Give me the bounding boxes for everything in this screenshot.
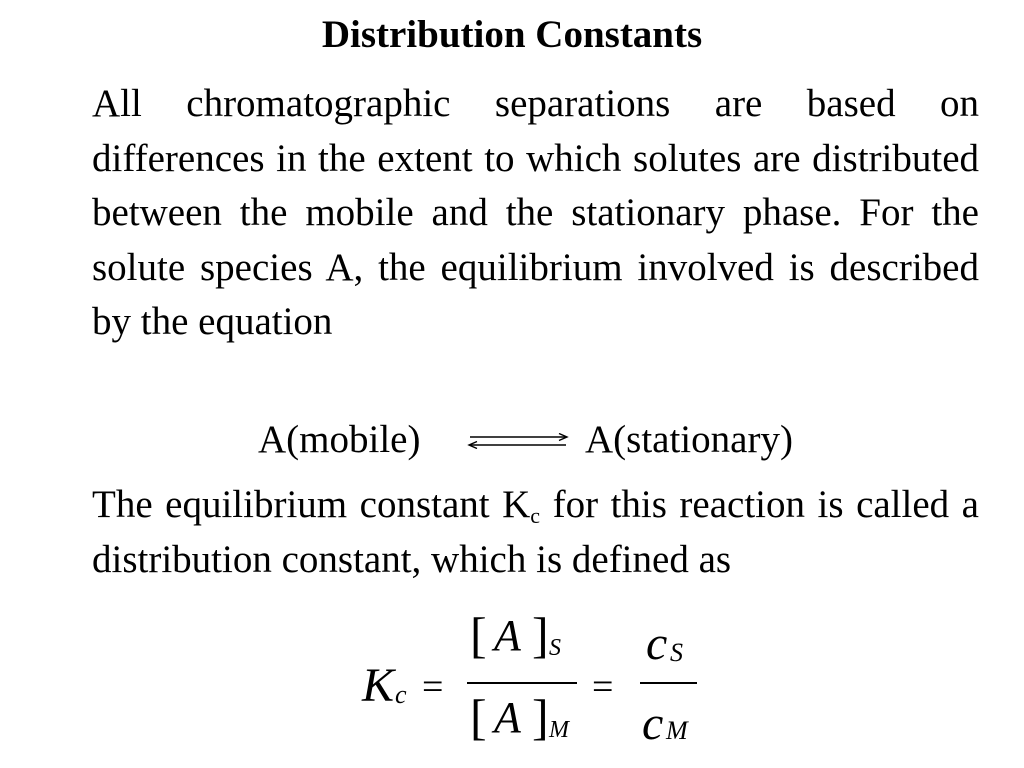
eq-c-num-sub-s: S xyxy=(670,638,683,667)
eq-den-rbracket: ] xyxy=(532,689,549,745)
reaction-product: A(stationary) xyxy=(585,418,793,461)
eq-num-species: A xyxy=(494,611,521,660)
eq-num-lbracket: [ xyxy=(470,607,487,663)
eq-c-denominator: c xyxy=(642,697,664,750)
reaction-reactant: A(mobile) xyxy=(258,418,421,461)
eq-num-sub-s: S xyxy=(549,635,561,661)
eq-equals-1: = xyxy=(422,666,444,708)
kc-subscript: c xyxy=(530,503,541,528)
distribution-constant-equation xyxy=(0,600,1024,768)
definition-text-after: for this reaction is called a distribution constant, which is defined as xyxy=(92,483,979,581)
eq-den-lbracket: [ xyxy=(470,689,487,745)
definition-paragraph xyxy=(92,478,979,587)
equilibrium-reaction xyxy=(0,415,1024,465)
eq-c-numerator: c xyxy=(646,617,668,670)
eq-c-den-sub-m: M xyxy=(666,716,688,745)
eq-num-rbracket: ] xyxy=(532,607,549,663)
eq-k-symbol: K xyxy=(362,659,395,712)
eq-den-species: A xyxy=(494,693,521,742)
eq-k-subscript: c xyxy=(395,680,407,709)
eq-equals-2: = xyxy=(592,666,614,708)
eq-fraction-bar-2 xyxy=(640,682,697,684)
intro-paragraph: All chromatographic separations are based on differences in the extent to which solutes are distributed between the mobile and the stationary phase. For the solute species A, the equilibrium involved is described by the equation xyxy=(92,82,979,344)
equilibrium-arrows-icon xyxy=(466,433,570,449)
definition-text-before: The equilibrium constant K xyxy=(92,483,531,526)
slide-title: Distribution Constants xyxy=(321,13,703,56)
eq-den-sub-m: M xyxy=(549,717,569,743)
eq-fraction-bar-1 xyxy=(467,682,577,684)
